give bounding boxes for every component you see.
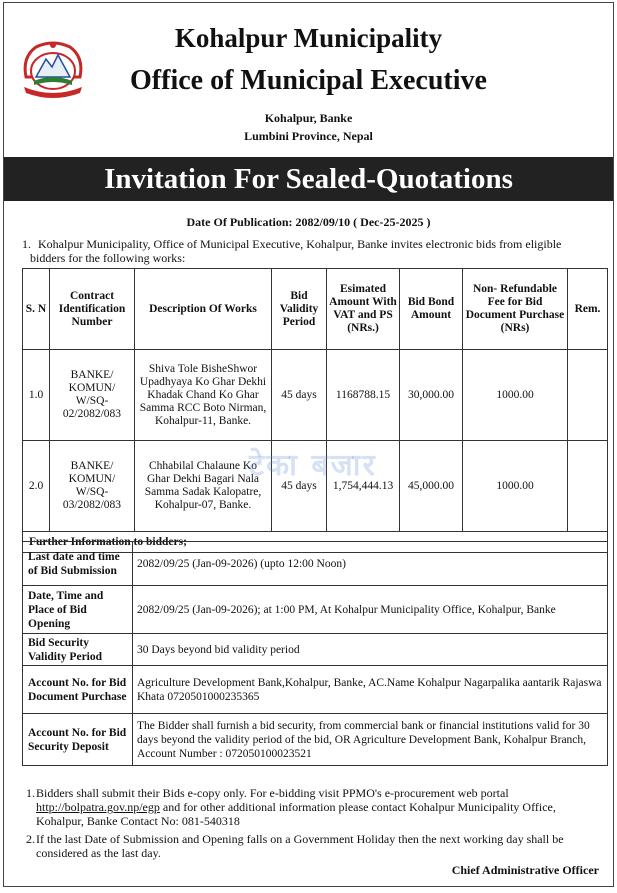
- info-value: The Bidder shall furnish a bid security, from commercial bank or financial institutions valid for 30 days beyond the validity period of the bid, OR Agriculture Development Bank, Kohalpur Branch, Account Number : 072050100023521: [133, 714, 608, 766]
- header-validity: Bid Validity Period: [272, 269, 327, 350]
- info-row-opening: [23, 586, 608, 634]
- notice-header: [4, 3, 613, 153]
- row-description: Shiva Tole BisheShwor Upadhyaya Ko Ghar Dekhi Khadak Chand Ko Ghar Samma RCC Boto Nirman, Kohalpur-11, Banke.: [135, 350, 272, 441]
- header-contract-id: Contract Identification Number: [50, 269, 135, 350]
- info-row-document-account: [23, 666, 608, 714]
- row-validity: 45 days: [272, 441, 327, 532]
- info-label: Account No. for Bid Security Deposit: [23, 714, 133, 766]
- intro-number: 1.: [22, 237, 31, 251]
- note-text: If the last Date of Submission and Opening falls on a Government Holiday then the next working day shall be considered as the last day.: [36, 832, 564, 860]
- municipality-title: Kohalpur Municipality: [174, 23, 443, 53]
- address-line-1: Kohalpur, Banke: [264, 111, 353, 125]
- note-number: 2.: [26, 832, 35, 846]
- notes-section: [26, 786, 597, 864]
- row-description: Chhabilal Chalaune Ko Ghar Dekhi Bagari Nala Samma Sadak Kalopatre, Kohalpur-07, Banke.: [135, 441, 272, 532]
- info-value: Agriculture Development Bank,Kohalpur, Banke, AC.Name Kohalpur Nagarpalika aantarik Rajaswa Khata 0720501000235365: [133, 666, 608, 714]
- row-sn: 2.0: [23, 441, 50, 532]
- row-bid-bond: 30,000.00: [400, 350, 463, 441]
- row-estimated-amount: 1168788.15: [327, 350, 400, 441]
- row-remarks: [568, 350, 608, 441]
- info-value: 2082/09/25 (Jan-09-2026) (upto 12:00 Noon): [133, 542, 608, 586]
- table-row: [23, 441, 608, 532]
- note-number: 1.: [26, 786, 35, 800]
- header-remarks: Rem.: [568, 269, 608, 350]
- row-validity: 45 days: [272, 350, 327, 441]
- note-item: [26, 786, 597, 828]
- header-bid-bond: Bid Bond Amount: [400, 269, 463, 350]
- egp-portal-link[interactable]: http://bolpatra.gov.np/egp: [36, 800, 160, 814]
- further-info-heading: Further Information to bidders;: [23, 532, 608, 553]
- row-bid-bond: 45,000.00: [400, 441, 463, 532]
- signature-title: Chief Administrative Officer: [451, 863, 599, 877]
- header-estimated-amount: Esimated Amount With VAT and PS (NRs.): [327, 269, 400, 350]
- header-document-fee: Non- Refundable Fee for Bid Document Purchase (NRs): [463, 269, 568, 350]
- publication-date: Date Of Publication: 2082/09/10 ( Dec-25-2025 ): [186, 215, 431, 229]
- row-sn: 1.0: [23, 350, 50, 441]
- header-sn: S. N: [23, 269, 50, 350]
- works-table: [22, 268, 608, 553]
- intro-text: Kohalpur Municipality, Office of Municipal Executive, Kohalpur, Banke invites electronic bids from eligible bidders for the following works:: [30, 237, 562, 265]
- row-contract-id: BANKE/ KOMUN/ W/SQ- 03/2082/083: [50, 441, 135, 532]
- info-label: Bid Security Validity Period: [23, 634, 133, 666]
- info-row-security-validity: [23, 634, 608, 666]
- watermark-text: टेका बजार: [249, 448, 377, 483]
- address-line-2: Lumbini Province, Nepal: [244, 129, 373, 143]
- invitation-banner: Invitation For Sealed-Quotations: [4, 157, 613, 201]
- row-estimated-amount: 1,754,444.13: [327, 441, 400, 532]
- info-row-security-account: [23, 714, 608, 766]
- bidder-info-table: [22, 541, 608, 766]
- intro-paragraph: [22, 237, 595, 265]
- works-header-row: [23, 269, 608, 350]
- notice-page: [3, 2, 614, 887]
- row-remarks: [568, 441, 608, 532]
- office-title: Office of Municipal Executive: [130, 65, 487, 96]
- info-label: Last date and time of Bid Submission: [23, 542, 133, 586]
- info-value: 30 Days beyond bid validity period: [133, 634, 608, 666]
- info-label: Account No. for Bid Document Purchase: [23, 666, 133, 714]
- note-text: Bidders shall submit their Bids e-copy only. For e-bidding visit PPMO's e-procurement web portal: [36, 786, 509, 800]
- row-contract-id: BANKE/ KOMUN/ W/SQ- 02/2082/083: [50, 350, 135, 441]
- header-description: Description Of Works: [135, 269, 272, 350]
- table-row: [23, 350, 608, 441]
- info-row-submission: [23, 542, 608, 586]
- note-text: and for other additional information please contact Kohalpur Municipality Office, Kohalpur, Banke Contact No: 081-540318: [36, 800, 556, 828]
- note-item: [26, 832, 597, 860]
- info-label: Date, Time and Place of Bid Opening: [23, 586, 133, 634]
- row-document-fee: 1000.00: [463, 350, 568, 441]
- row-document-fee: 1000.00: [463, 441, 568, 532]
- info-value: 2082/09/25 (Jan-09-2026); at 1:00 PM, At Kohalpur Municipality Office, Kohalpur, Banke: [133, 586, 608, 634]
